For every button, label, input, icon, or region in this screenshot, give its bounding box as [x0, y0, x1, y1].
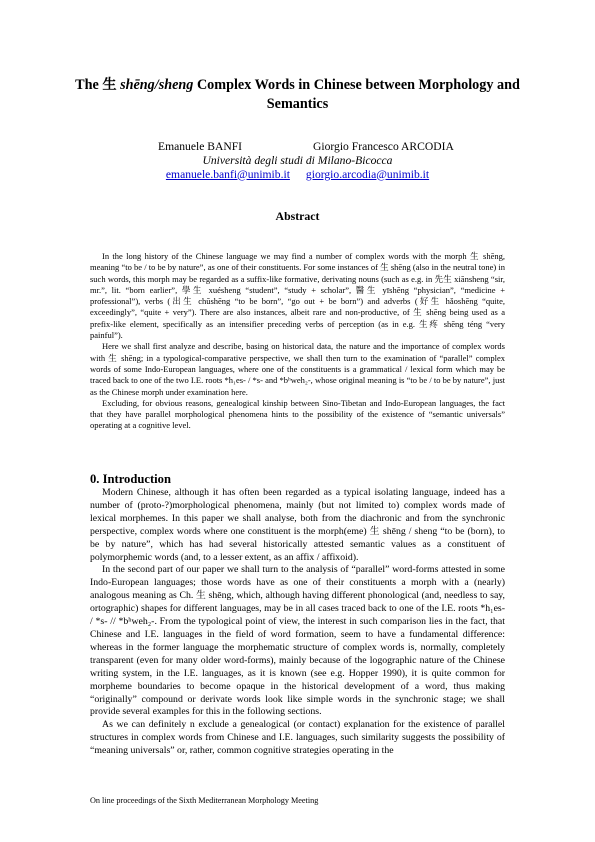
- body-paragraph: As we can definitely n exclude a genealogical (or contact) explanation for the existence of parallel structures in complex words from Chinese and I.E. languages, such similarity suggests the possibility of “meaning universals” or, rather, common cognitive strategies operating in the: [90, 719, 505, 757]
- author-block: [0, 140, 595, 181]
- abstract-paragraph: Excluding, for obvious reasons, genealogical kinship between Sino-Tibetan and Indo-European languages, the fact that they have parallel morphological phenomena hints to the possibility of the existence of “semantic universals” operating at a cognitive level.: [90, 397, 505, 431]
- abstract-heading: Abstract: [275, 209, 320, 223]
- affiliation: Università degli studi di Milano-Bicocca: [202, 154, 393, 167]
- abstract-body: [90, 251, 505, 432]
- title-part-2: Complex Words in Chinese between Morphology and Semantics: [193, 77, 520, 112]
- body-paragraph: In the second part of our paper we shall turn to the analysis of “parallel” word-forms attested in some Indo-European languages; those words have as one of their constituents a morph with a (nearly) analogous meaning as Ch. 生 shēng, which, although having different phonological (and, needless to say, ortographic) shapes for different languages, may be in all cases traced back to one of the I.E. roots *h₁es- / *s- // *bʰweh₂-. From the typological point of view, the interest in such comparison lies in the fact, that Chinese and I.E. languages in the field of word formation, seem to have a fundamental difference: whereas in the former language the morphematic structure of complex words is, normally, completely transparent (even for many older word-forms), mainly because of the logographic nature of the Chinese writing system, in the I.E. languages, as it is known (see e.g. Hopper 1990), it is quite common for morpheme boundaries to become opaque in the historical development of a word, thus making “originally” compound or derivate words look like simple words in the synchronic stage; we shall provide several examples for this in the following sections.: [90, 564, 505, 718]
- abstract-paragraph: Here we shall first analyze and describe, basing on historical data, the nature and the importance of complex words with 生 shēng; in a typological-comparative perspective, we shall then turn to the examination of “parallel” complex words of some Indo-European languages, where one of the constituents is a grammatical / lexical form which may be traced back to one of the two I.E. roots *h₁es- / *s- and *bʰweh₂-, whose original meaning is “to be / to be by nature”, just as the Chinese morph under examination here.: [90, 341, 505, 397]
- author-1-email-link[interactable]: emanuele.banfi@unimib.it: [165, 167, 290, 181]
- abstract-paragraph: In the long history of the Chinese language we may find a number of complex words with the morph 生 shēng, meaning “to be / to be by nature”, as one of their constituents. For some instances of 生 shēng (also in the neutral tone) in such words, this morph may be regarded as a suffix-like formative, derivating nouns (such as e.g. in 先生 xiānsheng “sir, mr.”, lit. “born earlier”, 學生 xuésheng “student”, “study + scholar”, 醫生 yīshēng “physician”, “medicine + professional”), verbs (出生 chūshēng “to be born”, “go out + be born”) and adverbs (好生 hǎoshēng “quite, exceedingly”, “quite + very”). There are also instances, albeit rare and non-productive, of 生 shēng being used as a prefix-like element, specifically as an intensifier preceding verbs of perception (as in e.g. 生疼 shēng téng “very painful”).: [90, 251, 505, 341]
- title-italic-term: shēng/sheng: [120, 77, 194, 93]
- page-footer: On line proceedings of the Sixth Mediterranean Morphology Meeting: [90, 796, 319, 805]
- title-part-1: The 生: [75, 77, 121, 93]
- section-heading-introduction: 0. Introduction: [90, 472, 171, 486]
- author-emails: [0, 168, 595, 182]
- body-paragraph: Modern Chinese, although it has often been regarded as a typical isolating language, indeed has a number of (proto-?)morphological phenomena, mainly (but not limited to) complex words made of lexical morphemes. In this paper we shall analyse, both from the diachronic and from the synchronic perspective, complex words where one constituent is the morph(eme) 生 shēng / sheng “to be (born), to be by nature”, which has had several historically attested semantic values as a constituent of polymorphemic words (and, to a lesser extent, as an affix / affixoid).: [90, 487, 505, 563]
- author-2-email-link[interactable]: giorgio.arcodia@unimib.it: [305, 167, 430, 181]
- introduction-body: [90, 487, 505, 758]
- author-names: [0, 140, 595, 154]
- author-1-name: Emanuele BANFI: [158, 140, 243, 153]
- paper-title: [60, 76, 535, 114]
- author-2-name: Giorgio Francesco ARCODIA: [313, 140, 454, 153]
